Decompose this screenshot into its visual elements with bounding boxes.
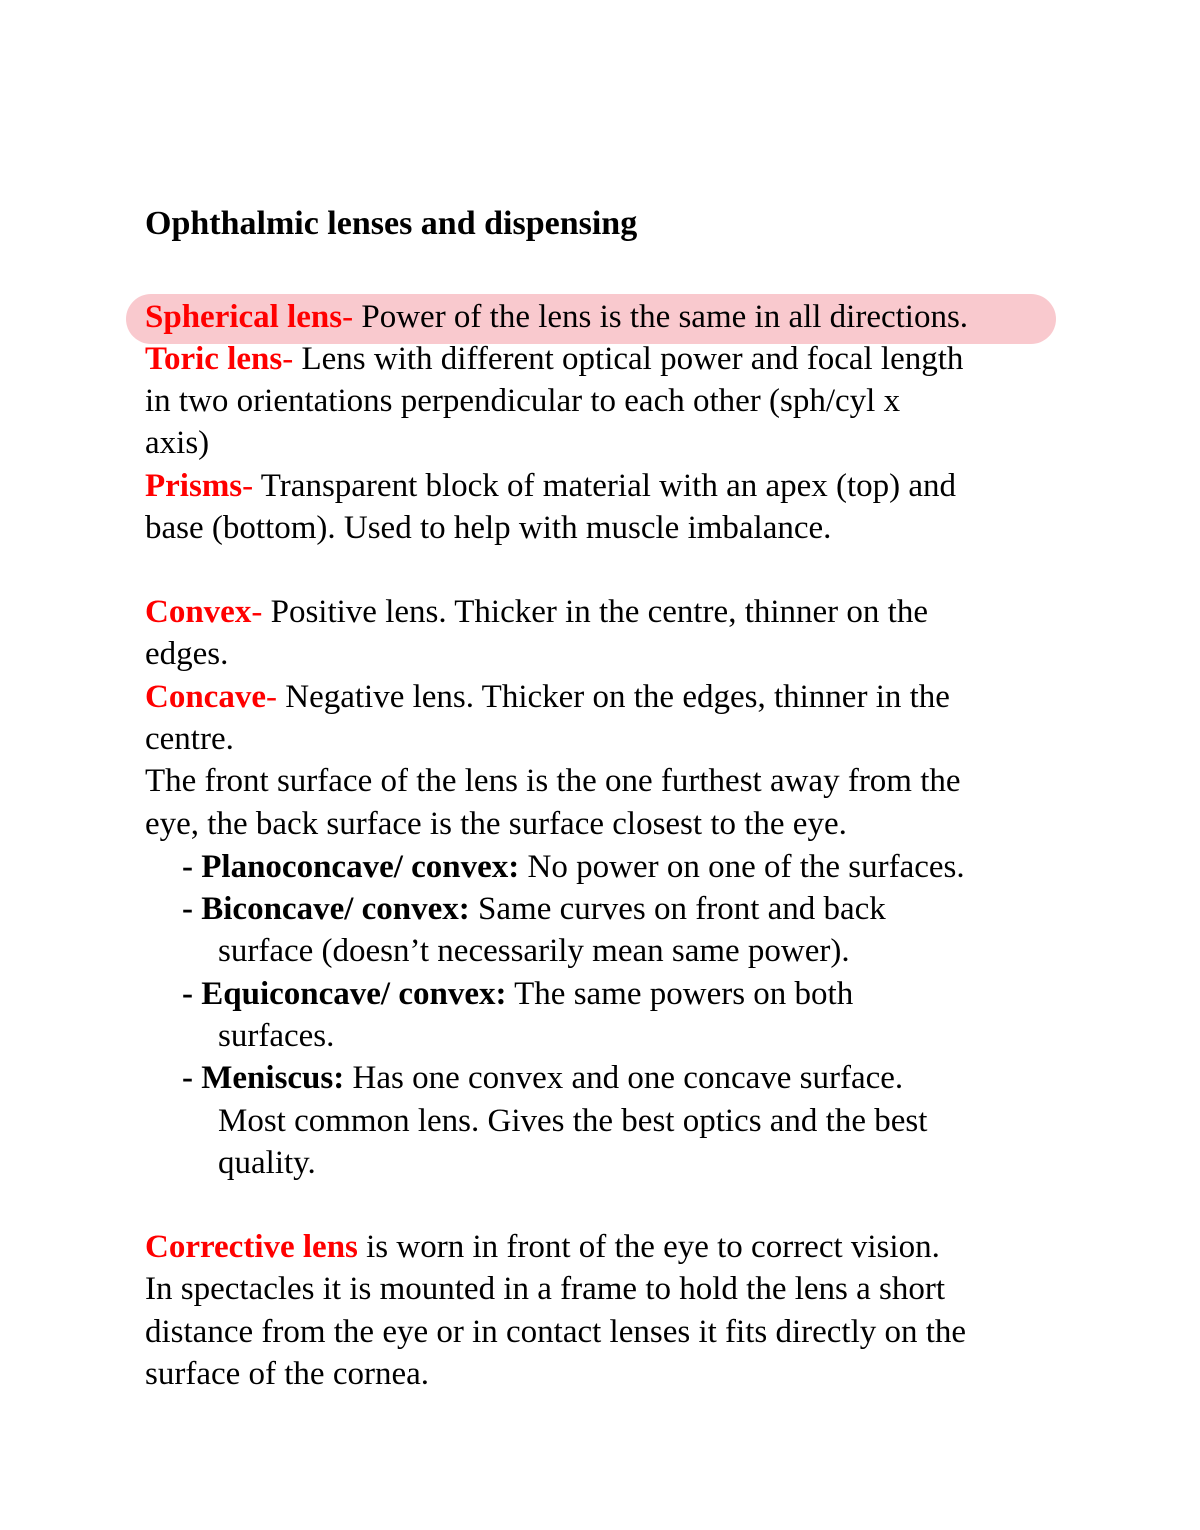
bullet-term: Biconcave/ convex: xyxy=(201,891,470,927)
bullet-term: Equiconcave/ convex: xyxy=(201,976,507,1012)
definition-toric-line-2: in two orientations perpendicular to each other (sph/cyl x xyxy=(145,383,901,419)
bullet-meniscus-line-3: quality. xyxy=(218,1145,316,1181)
bullet-marker: - xyxy=(182,849,202,885)
bullet-marker: - xyxy=(182,891,202,927)
term-dash: - xyxy=(242,468,254,504)
definition-concave-line-2: centre. xyxy=(145,721,234,757)
term-corrective: Corrective lens xyxy=(145,1229,358,1265)
bullet-equiconcave xyxy=(182,973,853,1015)
corrective-line-2: In spectacles it is mounted in a frame to hold the lens a short xyxy=(145,1271,946,1307)
bullet-text: The same powers on both xyxy=(506,976,854,1012)
surfaces-line-2: eye, the back surface is the surface closest to the eye. xyxy=(145,806,847,842)
term-dash: - xyxy=(342,299,354,335)
definition-toric xyxy=(145,338,963,380)
term-prisms: Prisms xyxy=(145,468,243,504)
corrective-line-4: surface of the cornea. xyxy=(145,1356,429,1392)
term-convex: Convex xyxy=(145,594,252,630)
bullet-equiconcave-line-2: surfaces. xyxy=(218,1018,335,1054)
definition-text: Positive lens. Thicker in the centre, thinner on the xyxy=(262,594,928,630)
definition-prisms xyxy=(145,465,956,507)
bullet-text: Same curves on front and back xyxy=(469,891,886,927)
term-spherical: Spherical lens xyxy=(145,299,343,335)
definition-toric-line-3: axis) xyxy=(145,425,210,461)
bullet-meniscus xyxy=(182,1057,903,1099)
surfaces-line-1: The front surface of the lens is the one furthest away from the xyxy=(145,763,961,799)
definition-spherical xyxy=(145,296,968,338)
bullet-term: Meniscus: xyxy=(201,1060,345,1096)
bullet-marker: - xyxy=(182,1060,202,1096)
document-title: Ophthalmic lenses and dispensing xyxy=(145,205,638,242)
bullet-text: Has one convex and one concave surface. xyxy=(344,1060,904,1096)
term-toric: Toric lens xyxy=(145,341,283,377)
definition-convex xyxy=(145,591,928,633)
bullet-term: Planoconcave/ convex: xyxy=(201,849,520,885)
definition-text: Lens with different optical power and focal length xyxy=(293,341,964,377)
corrective-line-3: distance from the eye or in contact lenses it fits directly on the xyxy=(145,1314,967,1350)
term-dash: - xyxy=(282,341,294,377)
bullet-biconcave-line-2: surface (doesn’t necessarily mean same power). xyxy=(218,933,850,969)
bullet-biconcave xyxy=(182,888,886,930)
bullet-planoconcave xyxy=(182,846,965,888)
definition-text: Negative lens. Thicker on the edges, thinner in the xyxy=(276,679,950,715)
definition-prisms-line-2: base (bottom). Used to help with muscle imbalance. xyxy=(145,510,832,546)
term-dash: - xyxy=(265,679,277,715)
bullet-meniscus-line-2: Most common lens. Gives the best optics and the best xyxy=(218,1103,928,1139)
term-concave: Concave xyxy=(145,679,266,715)
term-dash: - xyxy=(251,594,263,630)
corrective-text: is worn in front of the eye to correct vision. xyxy=(357,1229,940,1265)
definition-concave xyxy=(145,676,950,718)
definition-convex-line-2: edges. xyxy=(145,636,229,672)
bullet-marker: - xyxy=(182,976,202,1012)
corrective-line-1 xyxy=(145,1226,940,1268)
bullet-text: No power on one of the surfaces. xyxy=(519,849,965,885)
definition-text: Transparent block of material with an apex (top) and xyxy=(253,468,957,504)
definition-text: Power of the lens is the same in all directions. xyxy=(353,299,969,335)
